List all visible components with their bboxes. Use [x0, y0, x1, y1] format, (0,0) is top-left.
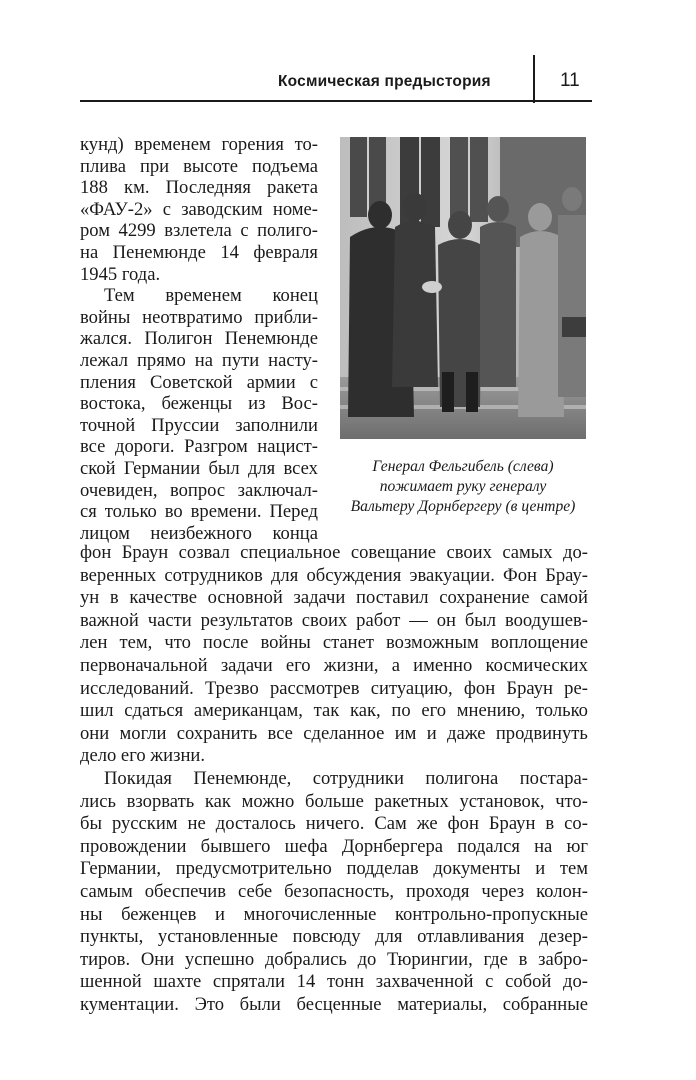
page-number: 11 — [560, 70, 580, 91]
text-line: кунд) временем горения то- — [80, 134, 318, 155]
text-line: все дороги. Разгром нацист- — [80, 436, 318, 458]
text-line: кументации. Это были бесценные материалы, собранные — [80, 994, 588, 1015]
text-line: шенной шахте спрятали 14 тонн захваченной с собой до- — [80, 971, 588, 993]
text-line: дело его жизни. — [80, 745, 205, 767]
running-title: Космическая предыстория — [278, 73, 491, 90]
text-line: фон Браун созвал специальное совещание своих самых до- — [80, 542, 588, 563]
text-line: они могли сохранить все сделанное им и даже продвинуть — [80, 722, 588, 744]
text-line: веренных сотрудников для обсуждения эвакуации. Фон Брау- — [80, 564, 588, 586]
text-line: бы русским не досталось ничего. Сам же фон Браун в со- — [80, 813, 588, 835]
text-line: «ФАУ-2» с заводским номе- — [80, 198, 318, 220]
text-line: пления Советской армии с — [80, 371, 318, 393]
historical-photo — [340, 137, 586, 439]
text-line: ун в качестве основной задачи поставил сохранение самой — [80, 587, 588, 609]
text-line: плива при высоте подъема — [80, 155, 318, 177]
text-line: провождении бывшего шефа Дорнбергера подался на юг — [80, 835, 588, 857]
text-line: шил сдаться американцам, так как, по его мнению, только — [80, 700, 588, 722]
text-line: очевиден, вопрос заключал- — [80, 479, 318, 501]
text-line: ром 4299 взлетела с полиго- — [80, 220, 318, 242]
photo-image — [340, 137, 586, 439]
text-line: лись взорвать как можно больше ракетных установок, что- — [80, 790, 588, 812]
text-line: на Пенемюнде 14 февраля — [80, 242, 318, 263]
text-line: точной Пруссии заполнили — [80, 414, 318, 436]
text-line: востока, беженцы из Вос- — [80, 393, 318, 415]
header-rule — [80, 100, 592, 102]
text-line: тиров. Они успешно добрались до Тюрингии, где в забро- — [80, 948, 588, 970]
text-line: лен тем, что после войны станет возможным воплощение — [80, 632, 588, 654]
text-line: ся только во времени. Перед — [80, 501, 318, 523]
text-line: Тем временем конец — [104, 285, 318, 307]
photo-caption-line: Вальтеру Дорнбергеру (в центре) — [350, 498, 576, 515]
text-line: первоначальной задачи его жизни, а именно космических — [80, 655, 588, 676]
photo-caption-line: Генерал Фельгибель (слева) — [372, 458, 554, 475]
text-line: ской Германии был для всех — [80, 458, 318, 479]
text-line: войны неотвратимо прибли- — [80, 306, 318, 328]
text-line: Покидая Пенемюнде, сотрудники полигона постара- — [104, 768, 588, 789]
text-line: лежал прямо на пути насту- — [80, 350, 318, 371]
text-line: лицом неизбежного конца — [80, 522, 318, 544]
text-line: 1945 года. — [80, 263, 161, 285]
text-line: 188 км. Последняя ракета — [80, 177, 318, 199]
text-line: жался. Полигон Пенемюнде — [80, 328, 318, 350]
text-line: Германии, предусмотрительно подделав документы и тем — [80, 858, 588, 880]
header-separator — [533, 55, 535, 103]
text-line: исследований. Трезво рассмотрев ситуацию, фон Браун ре- — [80, 677, 588, 699]
photo-caption-line: пожимает руку генералу — [379, 478, 547, 495]
text-line: пункты, установленные повсюду для отлавливания дезер- — [80, 926, 588, 948]
text-line: ны беженцев и многочисленные контрольно-пропускные — [80, 903, 588, 925]
text-line: самым обеспечив себе безопасность, проходя через колон- — [80, 881, 588, 902]
text-line: важной части результатов своих работ — он был воодушев- — [80, 609, 588, 631]
